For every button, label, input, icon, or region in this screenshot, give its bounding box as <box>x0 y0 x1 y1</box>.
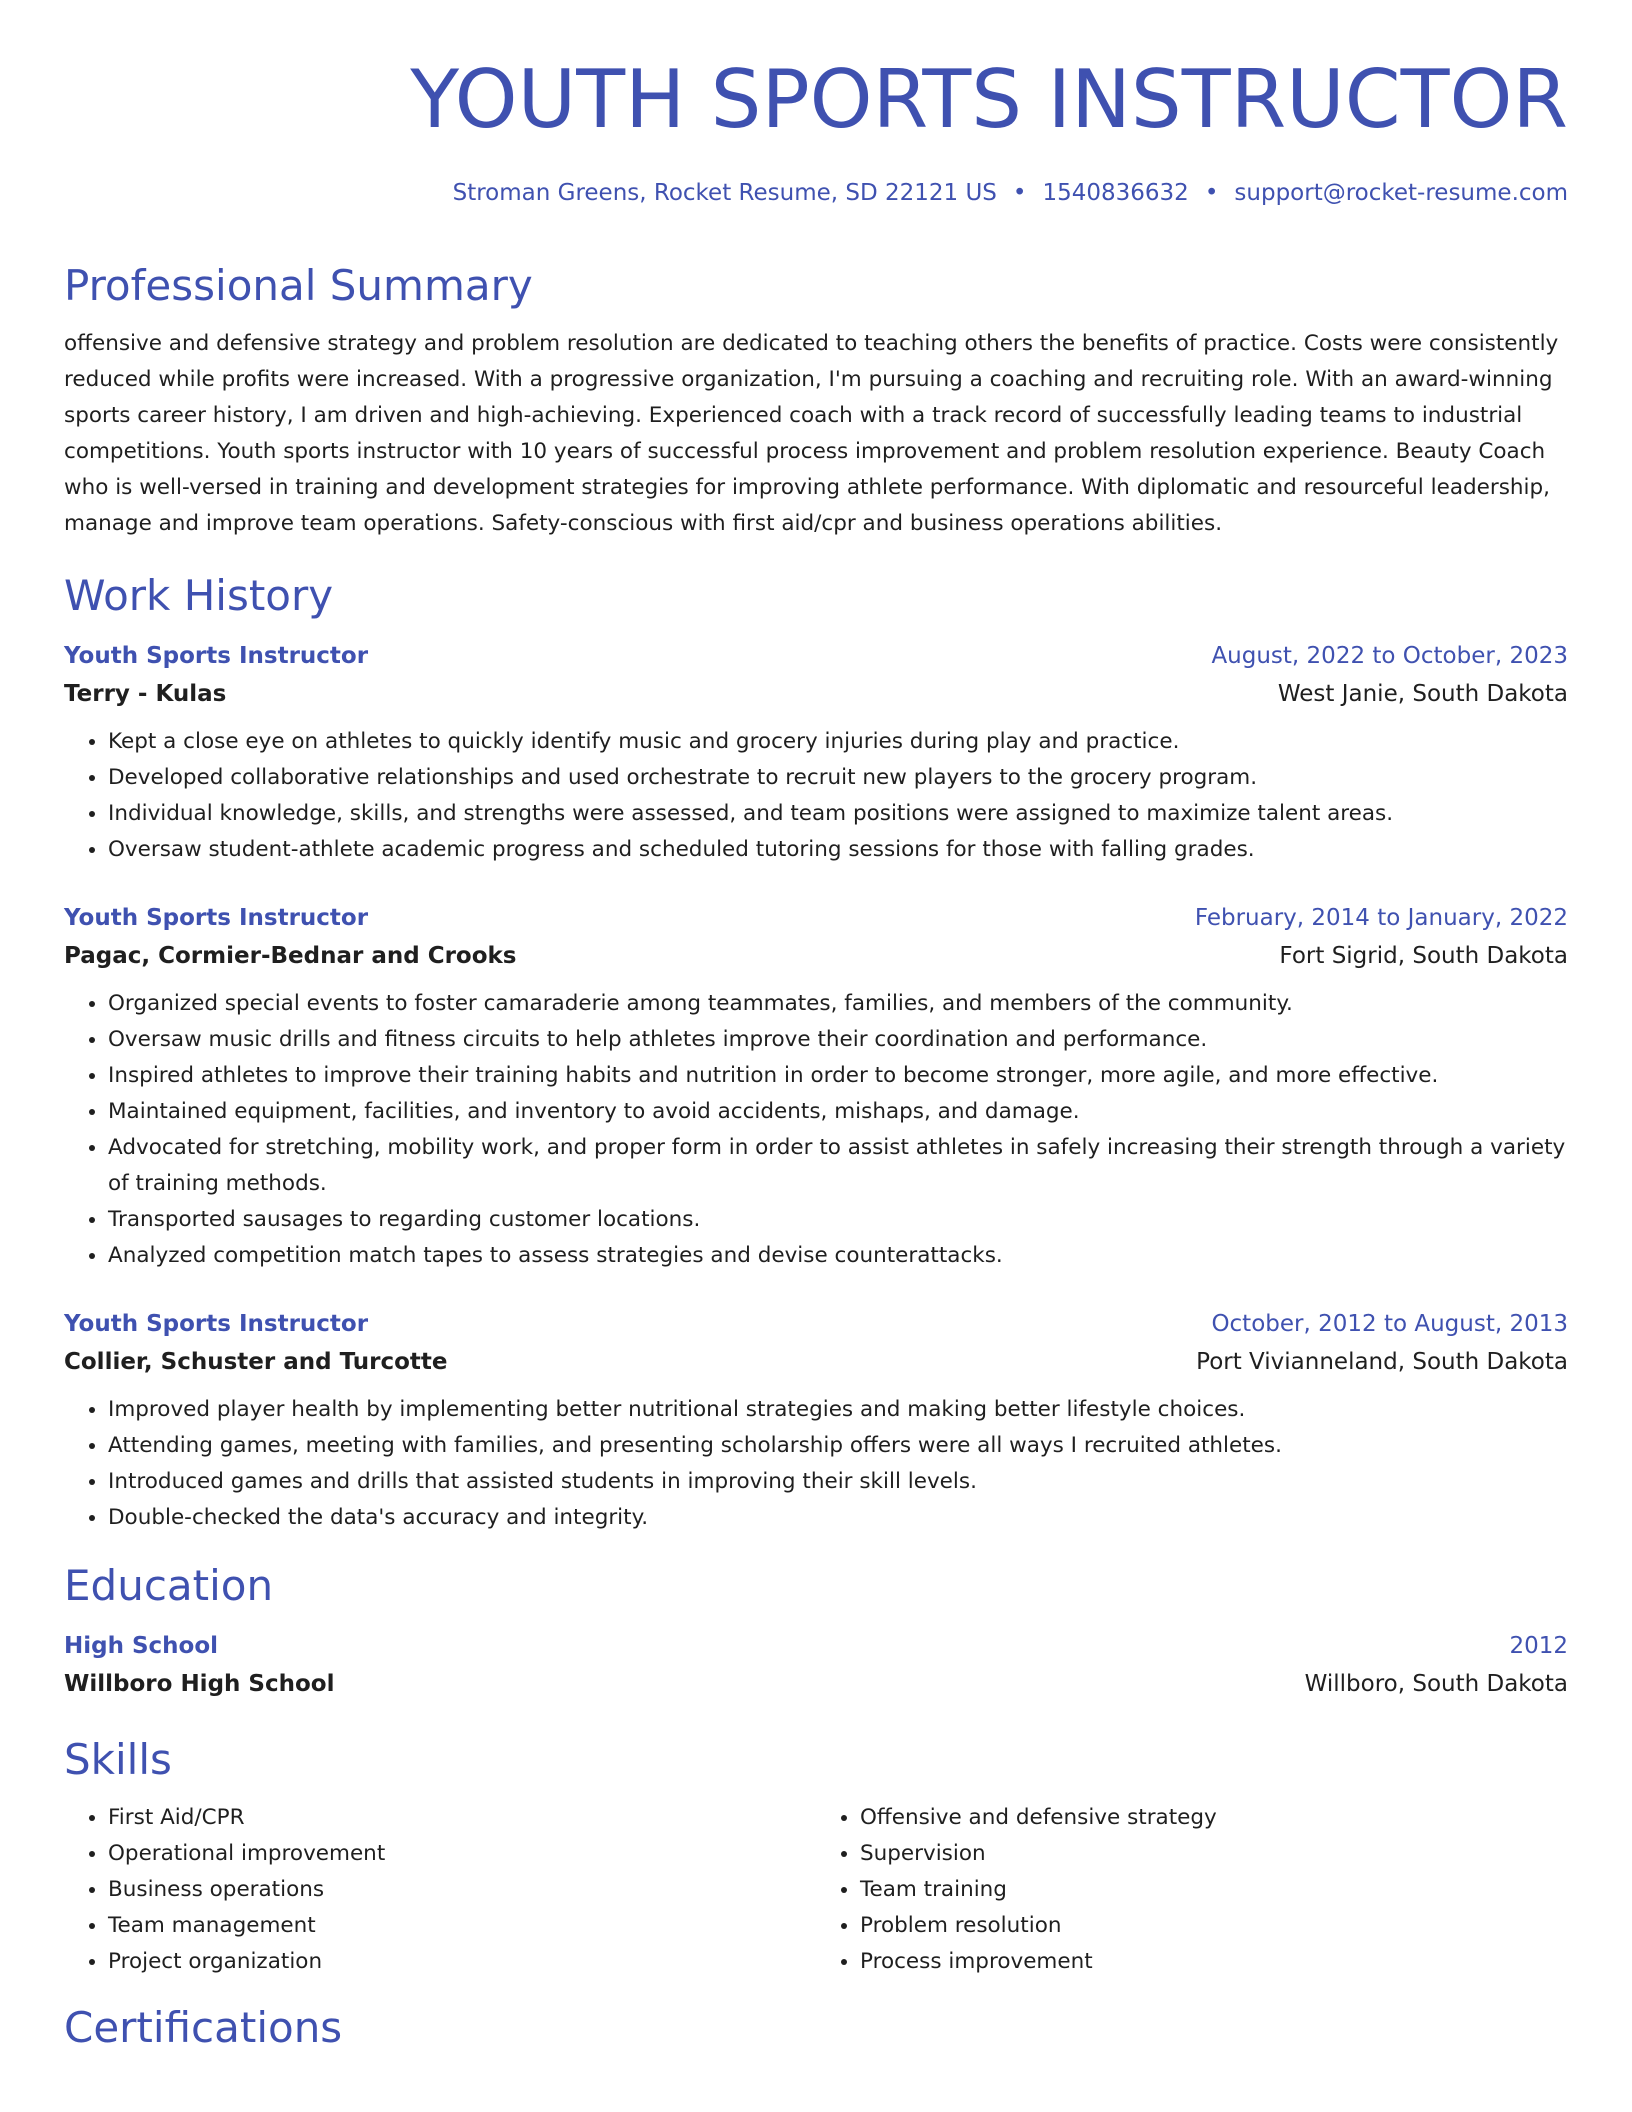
skill-item: • Operational improvement <box>108 1836 816 1872</box>
job-dates: October, 2012 to August, 2013 <box>1211 1311 1568 1337</box>
job-bullet: • Oversaw student-athlete academic progress and scheduled tutoring sessions for those with falling grades. <box>108 832 1568 868</box>
skill-item: • Team training <box>860 1872 1568 1908</box>
job-location: Fort Sigrid, South Dakota <box>1279 943 1568 969</box>
skill-item: • Offensive and defensive strategy <box>860 1800 1568 1836</box>
skill-item: • Process improvement <box>860 1944 1568 1980</box>
skills-grid <box>64 1800 1568 1980</box>
job-bullets <box>64 1392 1568 1536</box>
job-subheader <box>64 1342 1568 1382</box>
education-location: Willboro, South Dakota <box>1304 1671 1568 1697</box>
job-company: Terry - Kulas <box>64 681 227 707</box>
job-bullet: • Individual knowledge, skills, and strengths were assessed, and team positions were assigned to maximize talent areas. <box>108 796 1568 832</box>
job-bullet: • Inspired athletes to improve their training habits and nutrition in order to become stronger, more agile, and more effective. <box>108 1058 1568 1094</box>
job-title: Youth Sports Instructor <box>64 643 369 669</box>
job-bullet: • Introduced games and drills that assisted students in improving their skill levels. <box>108 1464 1568 1500</box>
job-bullet: • Organized special events to foster camaraderie among teammates, families, and members of the community. <box>108 986 1568 1022</box>
job-header <box>64 638 1568 674</box>
section-title-certifications: Certifications <box>64 2003 343 2052</box>
contact-separator: • <box>1012 180 1027 206</box>
job-subheader <box>64 674 1568 714</box>
skill-item: • Supervision <box>860 1836 1568 1872</box>
skills-column-right <box>816 1800 1568 1980</box>
job-bullet: • Maintained equipment, facilities, and inventory to avoid accidents, mishaps, and damage. <box>108 1094 1568 1130</box>
section-title-work: Work History <box>64 571 334 620</box>
education-header <box>64 1628 1568 1664</box>
education-subheader <box>64 1664 1568 1704</box>
job-title: Youth Sports Instructor <box>64 905 369 931</box>
skill-item: • Problem resolution <box>860 1908 1568 1944</box>
education-school: Willboro High School <box>64 1671 335 1697</box>
skill-item: • Project organization <box>108 1944 816 1980</box>
job-header <box>64 1306 1568 1342</box>
resume-name: YOUTH SPORTS INSTRUCTOR <box>410 53 1568 146</box>
contact-email[interactable]: support@rocket-resume.com <box>1234 180 1568 206</box>
job-company: Collier, Schuster and Turcotte <box>64 1349 448 1375</box>
skills-column-left <box>64 1800 816 1980</box>
summary-text: offensive and defensive strategy and problem resolution are dedicated to teaching others the benefits of practice. Costs were consistently reduced while profits were increased. With a progressive organization, I'm pursuing a coaching and recruiting role. With an award-winning sports career history, I am driven and high-achieving. Experienced coach with a track record of successfully leading teams to industrial competitions. Youth sports instructor with 10 years of successful process improvement and problem resolution experience. Beauty Coach who is well-versed in training and development strategies for improving athlete performance. With diplomatic and resourceful leadership, manage and improve team operations. Safety-conscious with first aid/cpr and business operations abilities. <box>64 331 1559 536</box>
job-company: Pagac, Cormier-Bednar and Crooks <box>64 943 517 969</box>
section-title-education: Education <box>64 1561 274 1610</box>
job-entry <box>64 900 1568 1274</box>
education-degree: High School <box>64 1633 219 1659</box>
job-bullet: • Developed collaborative relationships and used orchestrate to recruit new players to the grocery program. <box>108 760 1568 796</box>
skill-item: • Team management <box>108 1908 816 1944</box>
job-bullet: • Attending games, meeting with families, and presenting scholarship offers were all ways I recruited athletes. <box>108 1428 1568 1464</box>
job-location: Port Vivianneland, South Dakota <box>1196 1349 1568 1375</box>
contact-line <box>64 176 1568 210</box>
job-bullet: • Kept a close eye on athletes to quickly identify music and grocery injuries during play and practice. <box>108 724 1568 760</box>
education-year: 2012 <box>1509 1633 1568 1659</box>
job-location: West Janie, South Dakota <box>1277 681 1568 707</box>
skill-item: • Business operations <box>108 1872 816 1908</box>
job-header <box>64 900 1568 936</box>
section-title-skills: Skills <box>64 1735 172 1784</box>
job-dates: August, 2022 to October, 2023 <box>1211 643 1568 669</box>
job-title: Youth Sports Instructor <box>64 1311 369 1337</box>
job-bullet: • Improved player health by implementing better nutritional strategies and making better lifestyle choices. <box>108 1392 1568 1428</box>
job-bullet: • Transported sausages to regarding customer locations. <box>108 1202 1568 1238</box>
job-dates: February, 2014 to January, 2022 <box>1194 905 1568 931</box>
job-bullet: • Advocated for stretching, mobility work, and proper form in order to assist athletes in safely increasing their strength through a variety of training methods. <box>108 1130 1568 1202</box>
job-bullets <box>64 986 1568 1274</box>
contact-address: Stroman Greens, Rocket Resume, SD 22121 US <box>452 180 997 206</box>
skill-item: • First Aid/CPR <box>108 1800 816 1836</box>
job-bullet: • Oversaw music drills and fitness circuits to help athletes improve their coordination and performance. <box>108 1022 1568 1058</box>
contact-phone: 1540836632 <box>1042 180 1189 206</box>
job-entry <box>64 1306 1568 1536</box>
job-bullets <box>64 724 1568 868</box>
job-subheader <box>64 936 1568 976</box>
job-bullet: • Double-checked the data's accuracy and integrity. <box>108 1500 1568 1536</box>
job-bullet: • Analyzed competition match tapes to assess strategies and devise counterattacks. <box>108 1238 1568 1274</box>
education-entry <box>64 1628 1568 1704</box>
contact-separator: • <box>1204 180 1219 206</box>
section-title-summary: Professional Summary <box>64 261 533 310</box>
job-entry <box>64 638 1568 868</box>
